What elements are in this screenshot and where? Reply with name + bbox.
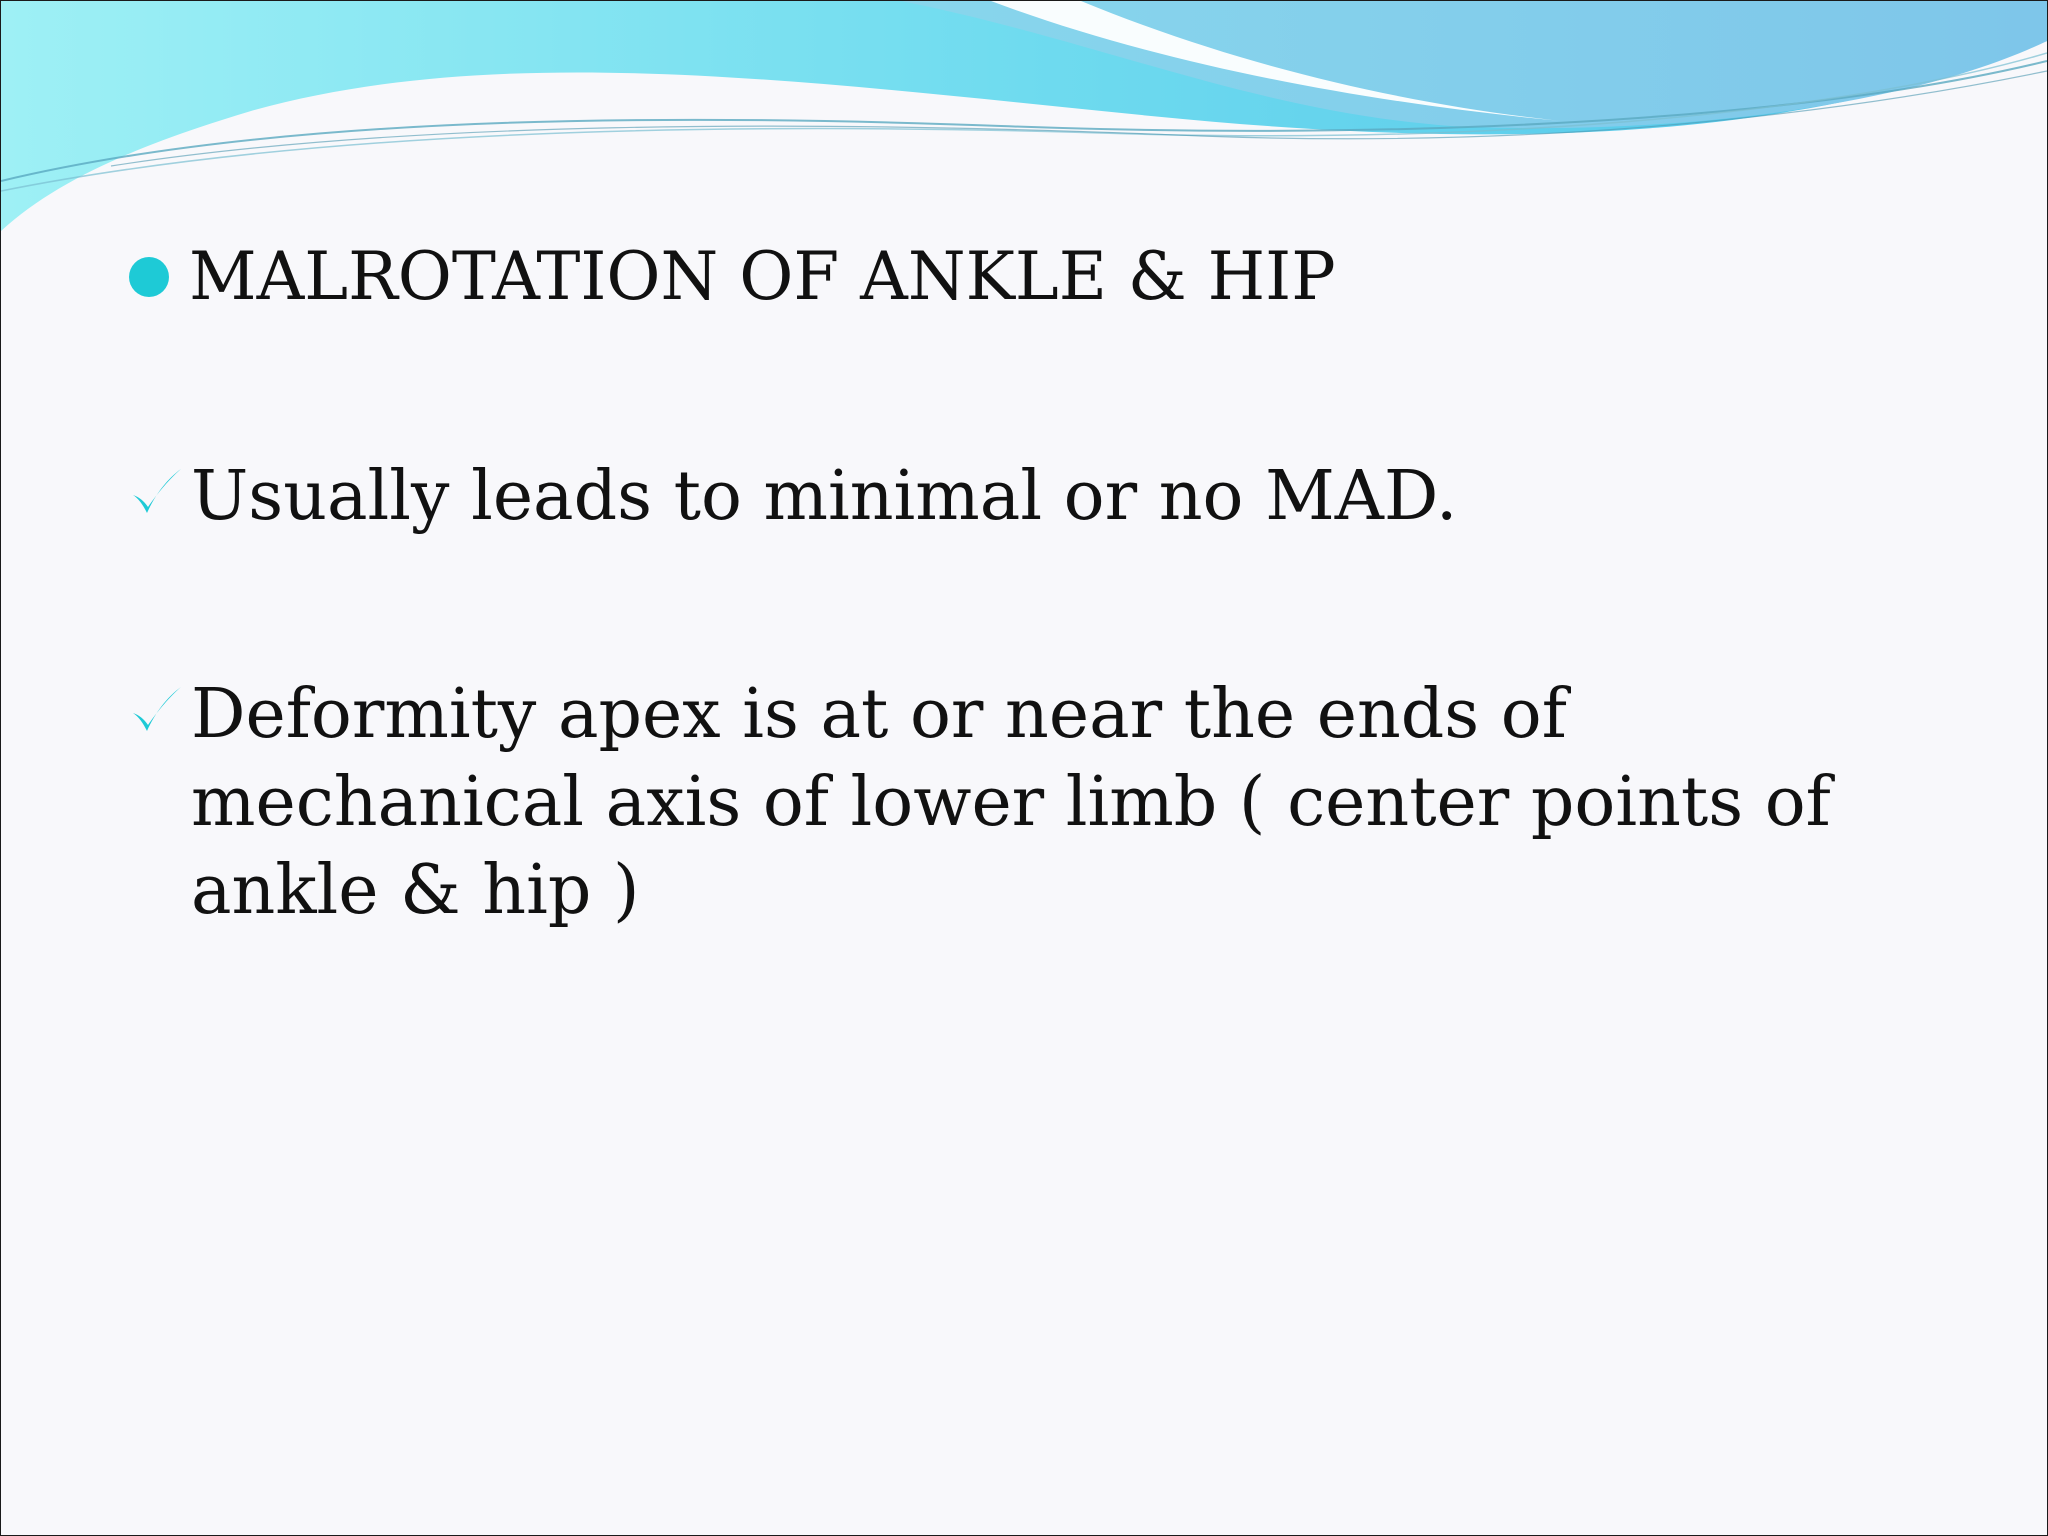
bullet-point-text: Deformity apex is at or near the ends of mechanical axis of lower limb ( center points of ankle & hip ) (191, 675, 1831, 930)
circle-bullet-icon (129, 257, 169, 297)
checkmark-icon (129, 683, 183, 737)
slide-heading: MALROTATION OF ANKLE & HIP (189, 238, 1336, 315)
slide-content (1, 1, 2047, 1535)
bullet-point (129, 453, 1931, 541)
bullet-point (129, 671, 1931, 935)
checkmark-icon (129, 465, 183, 519)
bullet-point-text: Usually leads to minimal or no MAD. (191, 457, 1458, 536)
slide-heading-row (129, 237, 1336, 317)
